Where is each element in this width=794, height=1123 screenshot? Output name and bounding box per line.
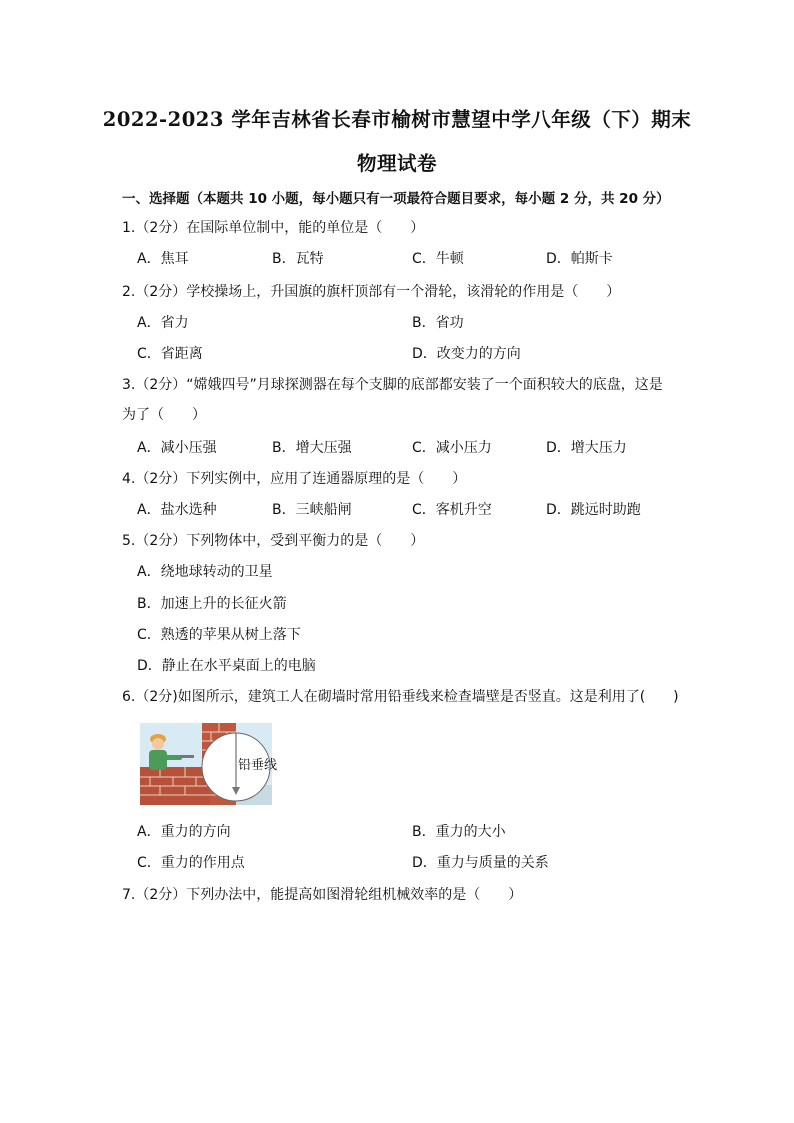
question-4-stem: 4.（2分）下列实例中，应用了连通器原理的是（ ）	[122, 471, 467, 487]
plumb-line-figure	[140, 723, 278, 805]
q1-option-d: D．帕斯卡	[546, 251, 613, 267]
q4-option-a: A．盐水选种	[137, 502, 217, 518]
q3-option-d: D．增大压力	[546, 440, 627, 456]
question-6-stem: 6.（2分)如图所示，建筑工人在砌墙时常用铅垂线来检查墙壁是否竖直。这是利用了( )	[122, 689, 679, 705]
q5-option-b: B．加速上升的长征火箭	[137, 596, 287, 612]
q2-option-d: D．改变力的方向	[412, 346, 521, 362]
q4-option-c: C．客机升空	[412, 502, 492, 518]
q5-option-c: C．熟透的苹果从树上落下	[137, 627, 301, 643]
q5-option-a: A．绕地球转动的卫星	[137, 564, 273, 580]
exam-title-line2: 物理试卷	[356, 152, 437, 175]
q2-option-c: C．省距离	[137, 346, 203, 362]
exam-title-line1: 2022-2023 学年吉林省长春市榆树市慧望中学八年级（下）期末	[102, 108, 692, 131]
section-heading: 一、选择题（本题共 10 小题，每小题只有一项最符合题目要求，每小题 2 分，共 20 分）	[122, 191, 670, 207]
question-2-stem: 2.（2分）学校操场上，升国旗的旗杆顶部有一个滑轮，该滑轮的作用是（ ）	[122, 284, 621, 300]
q2-option-a: A．省力	[137, 315, 189, 331]
q1-option-b: B．瓦特	[272, 251, 324, 267]
q3-option-a: A．减小压强	[137, 440, 217, 456]
q3-option-c: C．减小压力	[412, 440, 492, 456]
q1-option-a: A．焦耳	[137, 251, 189, 267]
question-3-stem: 3.（2分）“嫦娥四号”月球探测器在每个支脚的底部都安装了一个面积较大的底盘，这是	[122, 377, 663, 393]
q6-option-a: A．重力的方向	[137, 824, 231, 840]
q6-option-d: D．重力与质量的关系	[412, 855, 549, 871]
q3-option-b: B．增大压强	[272, 440, 352, 456]
q1-option-c: C．牛顿	[412, 251, 464, 267]
plumb-line-label: 铅垂线	[238, 758, 278, 773]
q4-option-d: D．跳远时助跑	[546, 502, 641, 518]
question-7-stem: 7.（2分）下列办法中，能提高如图滑轮组机械效率的是（ ）	[122, 887, 523, 903]
q6-option-b: B．重力的大小	[412, 824, 506, 840]
question-3-stem-cont: 为了（ ）	[122, 407, 206, 423]
q4-option-b: B．三峡船闸	[272, 502, 352, 518]
q6-option-c: C．重力的作用点	[137, 855, 245, 871]
question-5-stem: 5.（2分）下列物体中，受到平衡力的是（ ）	[122, 533, 425, 549]
q2-option-b: B．省功	[412, 315, 464, 331]
question-1-stem: 1.（2分）在国际单位制中，能的单位是（ ）	[122, 220, 425, 236]
q5-option-d: D．静止在水平桌面上的电脑	[137, 658, 316, 674]
